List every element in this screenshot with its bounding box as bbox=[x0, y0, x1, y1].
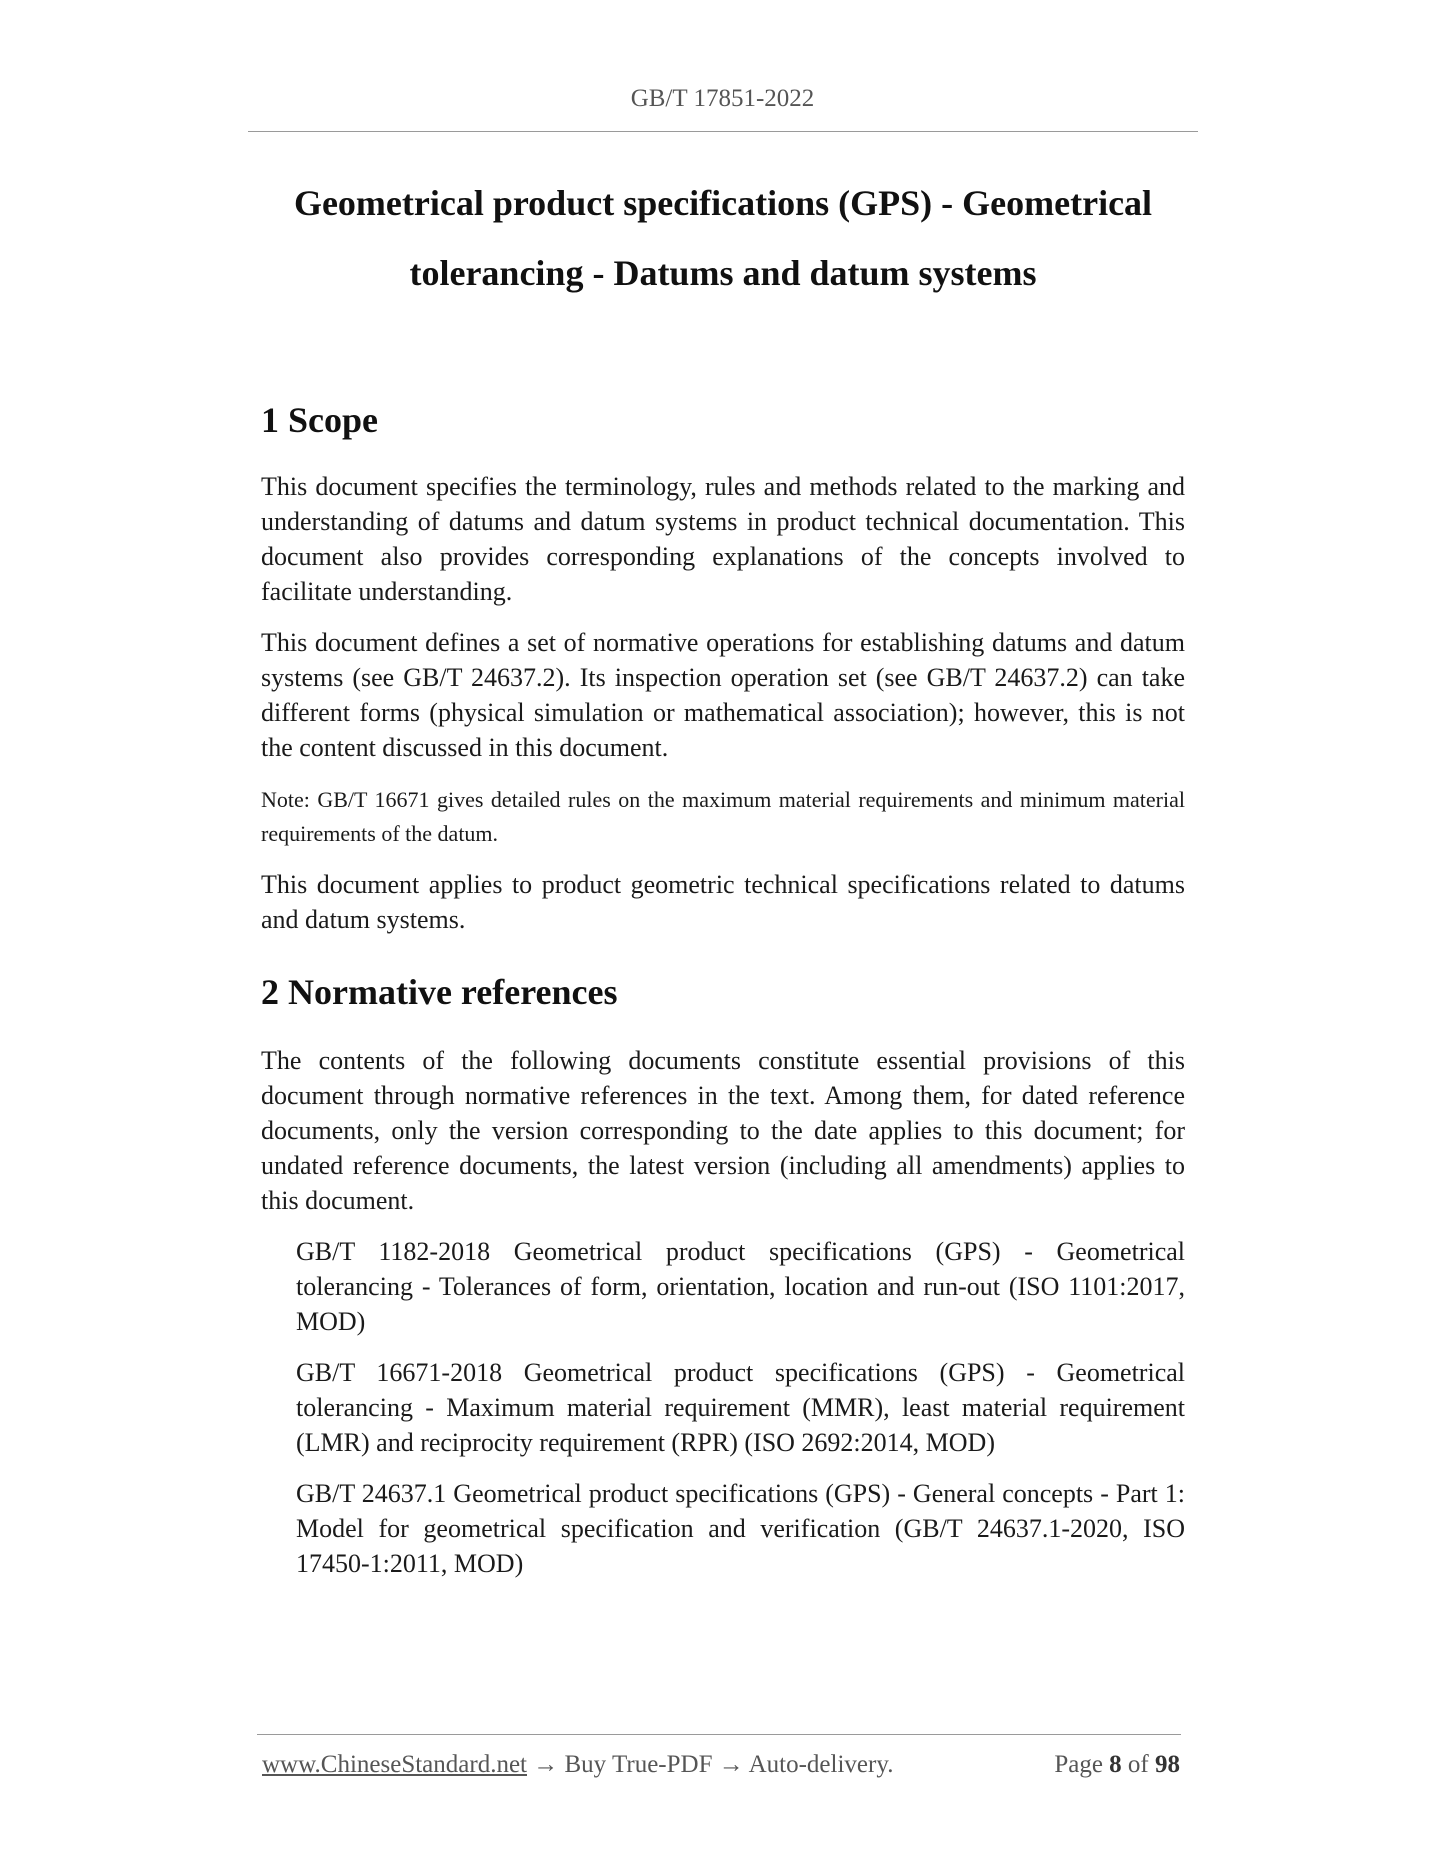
total-pages: 98 bbox=[1155, 1751, 1180, 1778]
footer-divider bbox=[257, 1734, 1181, 1735]
section-heading-scope: 1 Scope bbox=[261, 400, 378, 440]
reference-item: GB/T 16671-2018 Geometrical product specifications (GPS) - Geometrical tolerancing - Maximum material requirement (MMR), least material requirement (LMR) and reciprocity requirement (RPR) (ISO 2692:2014, MOD) bbox=[296, 1358, 1185, 1457]
normative-paragraph: The contents of the following documents constitute essential provisions of this document through normative references in the text. Among them, for dated reference documents, only the version corresponding to the date applies to this document; for undated reference documents, the latest version (including all amendments) applies to this document. bbox=[261, 1046, 1185, 1215]
page-number-indicator bbox=[1054, 1751, 1180, 1779]
scope-paragraph-1: This document specifies the terminology, rules and methods related to the marking and understanding of datums and datum systems in product technical documentation. This document also provides corresponding explanations of the concepts involved to facilitate understanding. bbox=[261, 472, 1185, 606]
of-label: of bbox=[1127, 1751, 1149, 1778]
section-heading-normative-references: 2 Normative references bbox=[261, 972, 618, 1012]
footer-promo bbox=[262, 1751, 893, 1779]
buy-pdf-text: Buy True-PDF bbox=[564, 1751, 713, 1778]
header-divider bbox=[248, 131, 1198, 132]
scope-note: Note: GB/T 16671 gives detailed rules on the maximum material requirements and minimum material requirements of the datum. bbox=[261, 787, 1185, 846]
scope-paragraph-2: This document defines a set of normative operations for establishing datums and datum systems (see GB/T 24637.2). Its inspection operation set (see GB/T 24637.2) can take different forms (physical simulation or mathematical association); however, this is not the content discussed in this document. bbox=[261, 628, 1185, 762]
arrow-right-icon: → bbox=[718, 1751, 744, 1778]
reference-item: GB/T 24637.1 Geometrical product specifications (GPS) - General concepts - Part 1: Model for geometrical specification and verification (GB/T 24637.1-2020, ISO 17450-1:2011, MOD) bbox=[296, 1479, 1185, 1578]
document-title bbox=[248, 168, 1198, 308]
scope-paragraph-3: This document applies to product geometric technical specifications related to datums and datum systems. bbox=[261, 870, 1185, 934]
reference-item: GB/T 1182-2018 Geometrical product specifications (GPS) - Geometrical tolerancing - Tolerances of form, orientation, location and run-out (ISO 1101:2017, MOD) bbox=[296, 1237, 1185, 1336]
running-header: GB/T 17851-2022 bbox=[630, 85, 815, 112]
website-link[interactable]: www.ChineseStandard.net bbox=[262, 1751, 527, 1778]
arrow-right-icon: → bbox=[533, 1751, 559, 1778]
auto-delivery-text: Auto-delivery. bbox=[748, 1751, 894, 1778]
current-page-number: 8 bbox=[1109, 1751, 1122, 1778]
title-line-2: tolerancing - Datums and datum systems bbox=[409, 253, 1037, 293]
page-label: Page bbox=[1054, 1751, 1103, 1778]
title-line-1: Geometrical product specifications (GPS) - Geometrical bbox=[293, 183, 1153, 223]
page-content bbox=[261, 395, 1185, 1581]
